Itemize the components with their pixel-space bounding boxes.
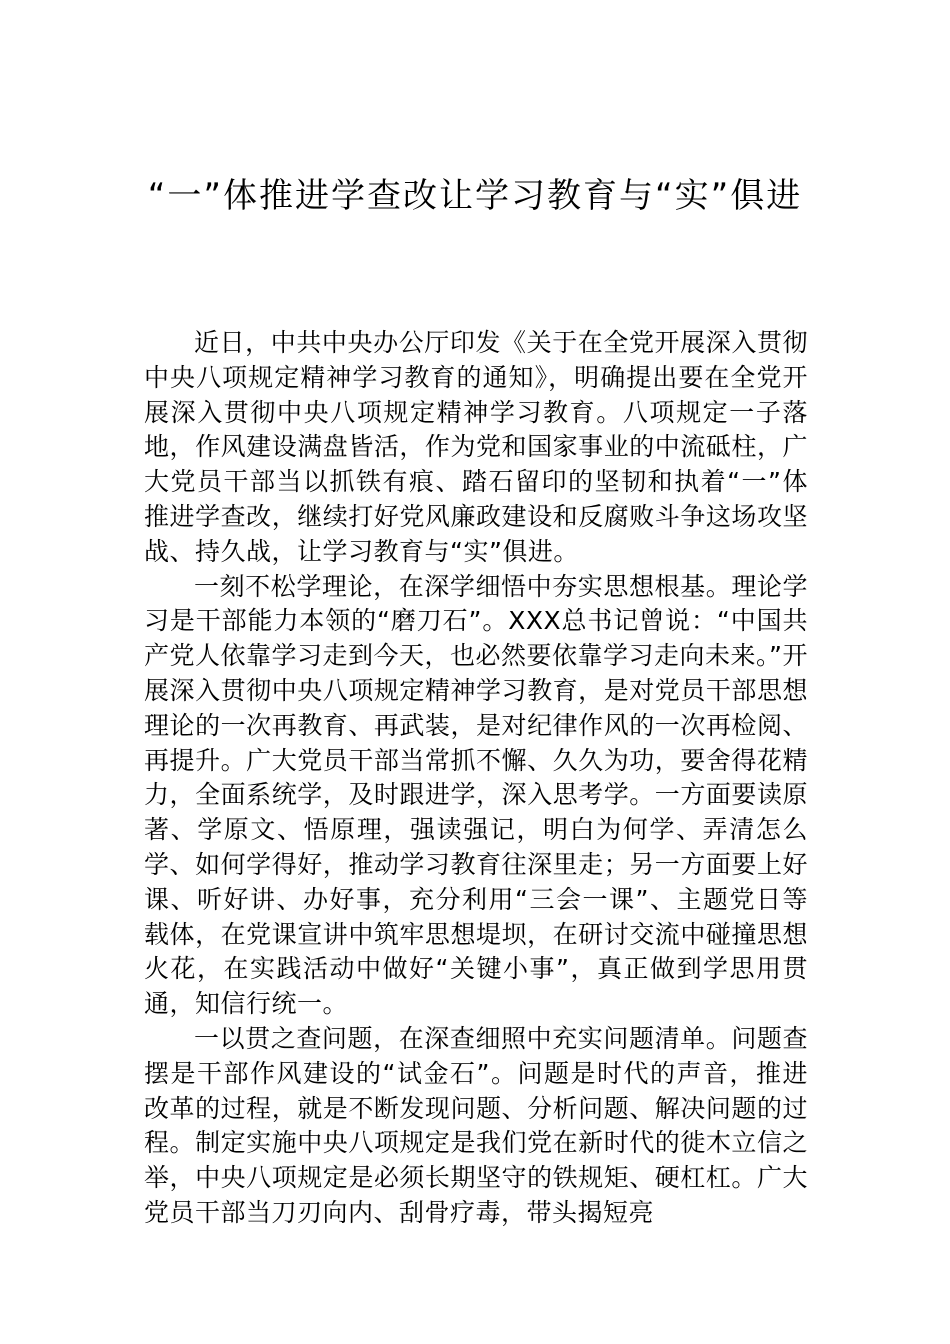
paragraph-study-theory: 一刻不松学理论，在深学细悟中夯实思想根基。理论学习是干部能力本领的“磨刀石”。XXX总书记曾说：“中国共产党人依靠学习走到今天，也必然要依靠学习走向未来。”开展深入贯彻中央八项规定精神学习教育，是对党员干部思想理论的一次再教育、再武装，是对纪律作风的一次再检阅、再提升。广大党员干部当常抓不懈、久久为功，要舍得花精力，全面系统学，及时跟进学，深入思考学。一方面要读原著、学原文、悟原理，强读强记，明白为何学、弄清怎么学、如何学得好，推动学习教育往深里走；另一方面要上好课、听好讲、办好事，充分利用“三会一课”、主题党日等载体，在党课宣讲中筑牢思想堤坝，在研讨交流中碰撞思想火花，在实践活动中做好“关键小事”，真正做到学思用贯通，知信行统一。 (144, 571, 808, 1019)
paragraph-intro: 近日，中共中央办公厅印发《关于在全党开展深入贯彻中央八项规定精神学习教育的通知》，明确提出要在全党开展深入贯彻中央八项规定精神学习教育。八项规定一子落地，作风建设满盘皆活，作为党和国家事业的中流砥柱，广大党员干部当以抓铁有痕、踏石留印的坚韧和执着“一”体推进学查改，继续打好党风廉政建设和反腐败斗争这场攻坚战、持久战，让学习教育与“实”俱进。 (144, 328, 808, 566)
document-body (144, 326, 808, 1231)
document-title: “一”体推进学查改让学习教育与“实”俱进 (147, 176, 803, 216)
paragraph-check-problems: 一以贯之查问题，在深查细照中充实问题清单。问题查摆是干部作风建设的“试金石”。问题是时代的声音，推进改革的过程，就是不断发现问题、分析问题、解决问题的过程。制定实施中央八项规定是我们党在新时代的徙木立信之举，中央八项规定是必须长期坚守的铁规矩、硬杠杠。广大党员干部当刀刃向内、刮骨疗毒，带头揭短亮 (144, 1023, 808, 1227)
